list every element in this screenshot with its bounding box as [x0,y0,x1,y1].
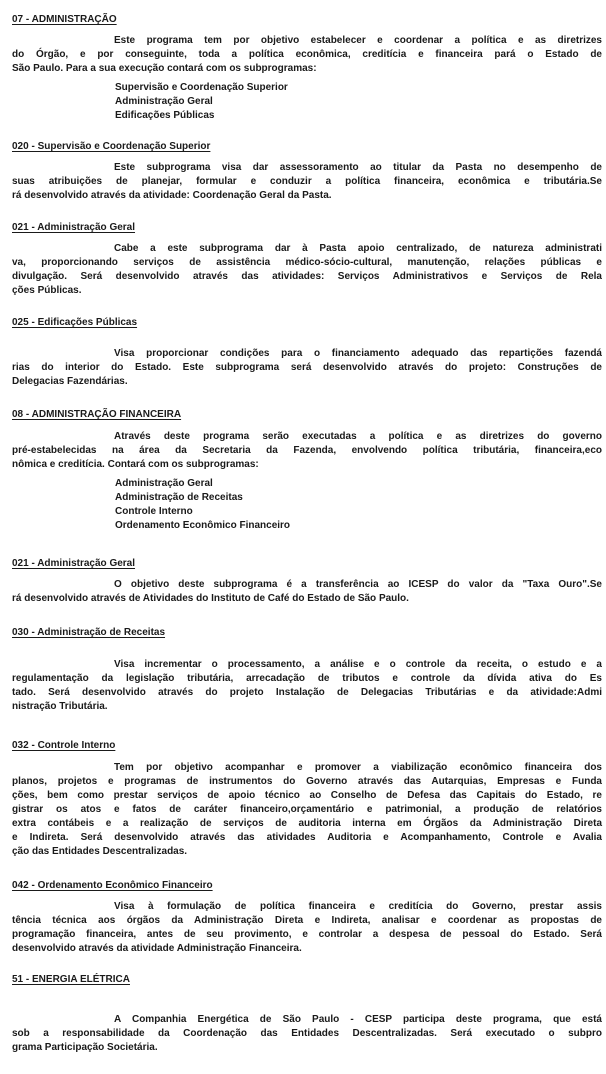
paragraph-line: nômica e creditícia. Contará com os subprogramas: [12,459,259,470]
paragraph-line: ção das Entidades Descentralizadas. [12,846,188,857]
paragraph-line: regulamentação da legislação tributária, arrecadação de tributos e controle da dívida ativa do Es [12,673,602,684]
paragraph-line: rá desenvolvido através de Atividades do Instituto de Café do Estado de São Paulo. [12,593,409,604]
subprogram-list-item: Supervisão e Coordenação Superior [115,82,288,93]
paragraph-line: divulgação. Será desenvolvido através das atividades: Serviços Administrativos e Serviços de Rela [12,271,602,282]
paragraph-line: Visa proporcionar condições para o financiamento adequado das repartições fazendá [114,348,602,359]
paragraph-line: pré-estabelecidas na área da Secretaria da Fazenda, envolvendo política tributária, financeira,eco [12,445,602,456]
paragraph-line: Cabe a este subprograma dar à Pasta apoio centralizado, de natureza administrati [114,243,602,254]
paragraph-line: ções, bem como prestar serviços de apoio técnico ao Conselho de Defesa das Capitais do Estado, re [12,790,602,801]
section-heading: 020 - Supervisão e Coordenação Superior [12,141,211,152]
subprogram-list-item: Administração de Receitas [115,492,243,503]
section-heading: 025 - Edificações Públicas [12,317,138,328]
paragraph-line: tado. Será desenvolvido através do projeto Instalação de Delegacias Tributárias e da atividade:Admi [12,687,602,698]
subprogram-list-item: Administração Geral [115,96,213,107]
paragraph-line: rá desenvolvido através da atividade: Coordenação Geral da Pasta. [12,190,332,201]
subprogram-list-item: Controle Interno [115,506,193,517]
paragraph-line: sob a responsabilidade da Coordenação das Entidades Descentralizadas. Será executado o subpro [12,1028,602,1039]
paragraph-line: A Companhia Energética de São Paulo - CESP participa deste programa, que está [114,1014,602,1025]
subprogram-list-item: Ordenamento Econômico Financeiro [115,520,291,531]
paragraph-line: grama Participação Societária. [12,1042,158,1053]
section-heading: 08 - ADMINISTRAÇÃO FINANCEIRA [12,409,182,420]
section-heading: 021 - Administração Geral [12,222,136,233]
section-heading: 07 - ADMINISTRAÇÃO [12,14,117,25]
paragraph-line: planos, projetos e programas de instrumentos do Governo através das Autarquias, Empresas e Funda [12,776,602,787]
paragraph-line: nistração Tributária. [12,701,108,712]
paragraph-line: ções Públicas. [12,285,82,296]
paragraph-line: São Paulo. Para a sua execução contará com os subprogramas: [12,63,317,74]
paragraph-line: extra contábeis e a realização de serviços de auditoria interna em Órgãos da Administração Direta [12,818,602,829]
paragraph-line: Visa incrementar o processamento, a análise e o controle da receita, o estudo e a [114,659,602,670]
paragraph-line: O objetivo deste subprograma é a transferência ao ICESP do valor da "Taxa Ouro".Se [114,579,602,590]
paragraph-line: desenvolvido através da atividade Administração Financeira. [12,943,302,954]
paragraph-line: Tem por objetivo acompanhar e promover a viabilização econômico financeira dos [114,762,602,773]
subprogram-list-item: Edificações Públicas [115,110,215,121]
section-heading: 030 - Administração de Receitas [12,627,166,638]
section-heading: 021 - Administração Geral [12,558,136,569]
paragraph-line: Delegacias Fazendárias. [12,376,128,387]
paragraph-line: Este programa tem por objetivo estabelecer e coordenar a política e as diretrizes [114,35,602,46]
paragraph-line: Este subprograma visa dar assessoramento ao titular da Pasta no desempenho de [114,162,602,173]
paragraph-line: do Órgão, e por conseguinte, toda a política econômica, creditícia e financeira pará o Estado de [12,49,602,60]
paragraph-line: Visa à formulação de política financeira e creditícia do Governo, prestar assis [114,901,602,912]
paragraph-line: tência técnica aos órgãos da Administração Direta e Indireta, analisar e coordenar as propostas de [12,915,602,926]
paragraph-line: rias do interior do Estado. Este subprograma será desenvolvido através do projeto: Construções de [12,362,602,373]
paragraph-line: suas atribuições de planejar, formular e conduzir a política financeira, econômica e tributária.Se [12,176,602,187]
paragraph-line: Através deste programa serão executadas a política e as diretrizes do governo [114,431,602,442]
section-heading: 51 - ENERGIA ELÉTRICA [12,974,130,985]
paragraph-line: va, proporcionando serviços de assistência médico-sócio-cultural, manutenção, relações públicas e [12,257,602,268]
subprogram-list-item: Administração Geral [115,478,213,489]
section-heading: 032 - Controle Interno [12,740,116,751]
paragraph-line: programação financeira, antes de seu provimento, e controlar a despesa de pessoal do Estado. Será [12,929,602,940]
paragraph-line: gistrar os atos e fatos de caráter financeiro,orçamentário e patrimonial, a produção de relatórios [12,804,602,815]
paragraph-line: e Indireta. Será desenvolvido através das atividades Auditoria e Acompanhamento, Controle e Avalia [12,832,602,843]
section-heading: 042 - Ordenamento Econômico Financeiro [12,880,213,891]
